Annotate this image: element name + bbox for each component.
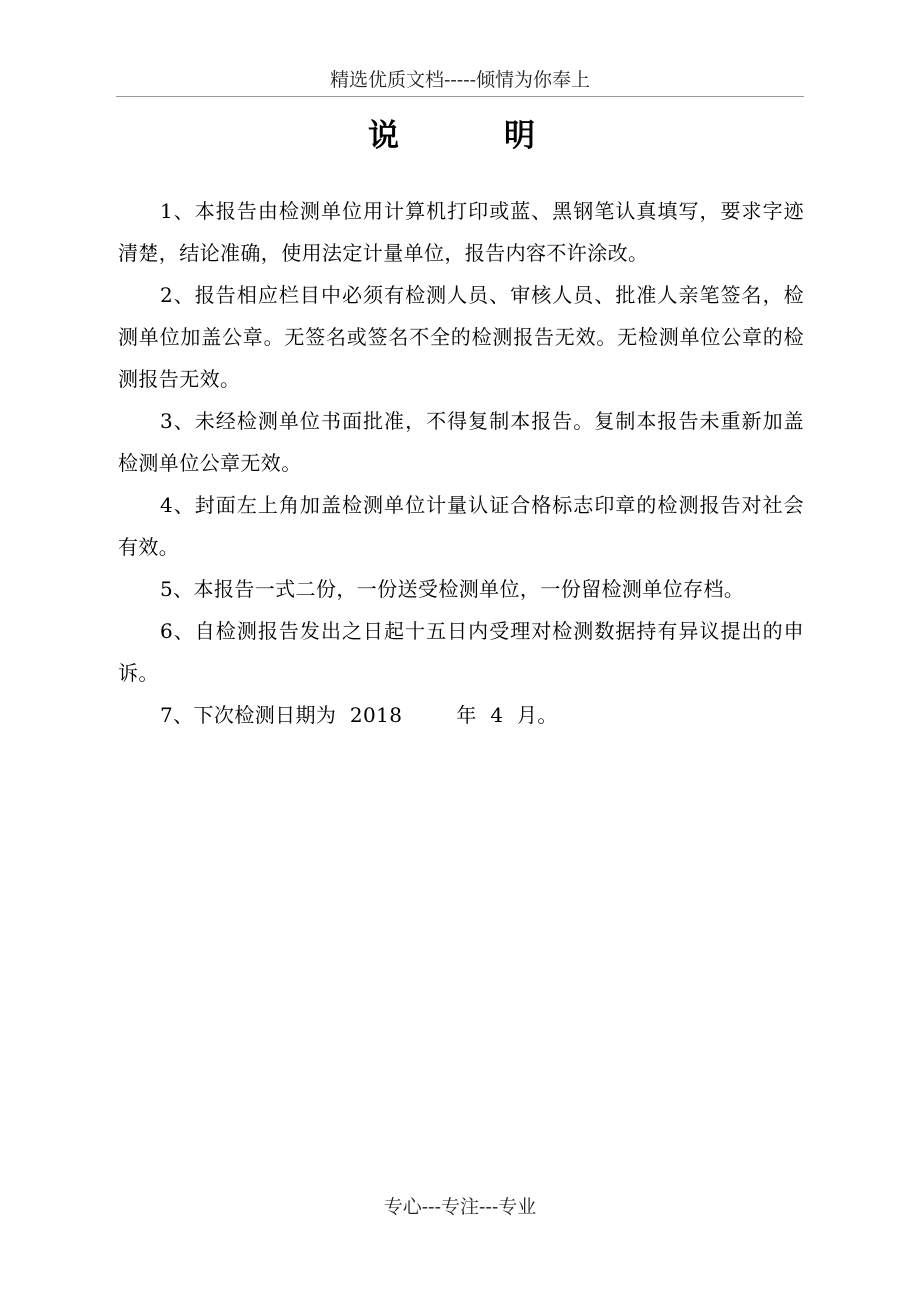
paragraph-1: 1、本报告由检测单位用计算机打印或蓝、黑钢笔认真填写，要求字迹清楚，结论准确，使用法定计量单位，报告内容不许涂改。 <box>118 199 804 265</box>
header-divider <box>116 96 804 97</box>
paragraph-4: 4、封面左上角加盖检测单位计量认证合格标志印章的检测报告对社会有效。 <box>118 493 804 559</box>
paragraph-2: 2、报告相应栏目中必须有检测人员、审核人员、批准人亲笔签名，检测单位加盖公章。无签名或签名不全的检测报告无效。无检测单位公章的检测报告无效。 <box>118 283 804 391</box>
paragraph-7 <box>118 694 804 736</box>
page-header: 精选优质文档-----倾情为你奉上 <box>329 69 591 91</box>
page-title <box>0 113 920 163</box>
page-title-char-2: 明 <box>504 118 535 154</box>
next-inspection-prefix: 7、下次检测日期为 <box>160 703 337 727</box>
next-inspection-year: 2018 <box>349 703 403 727</box>
next-inspection-year-unit: 年 <box>456 703 477 727</box>
paragraph-5: 5、本报告一式二份，一份送受检测单位，一份留检测单位存档。 <box>160 577 745 601</box>
next-inspection-month-unit: 月。 <box>516 703 558 727</box>
next-inspection-month: 4 <box>490 703 504 727</box>
page-title-char-1: 说 <box>368 118 399 154</box>
page-footer: 专心---专注---专业 <box>383 1196 537 1218</box>
document-body <box>118 190 804 736</box>
paragraph-6: 6、自检测报告发出之日起十五日内受理对检测数据持有异议提出的申诉。 <box>118 619 804 685</box>
paragraph-3: 3、未经检测单位书面批准，不得复制本报告。复制本报告未重新加盖检测单位公章无效。 <box>118 409 804 475</box>
